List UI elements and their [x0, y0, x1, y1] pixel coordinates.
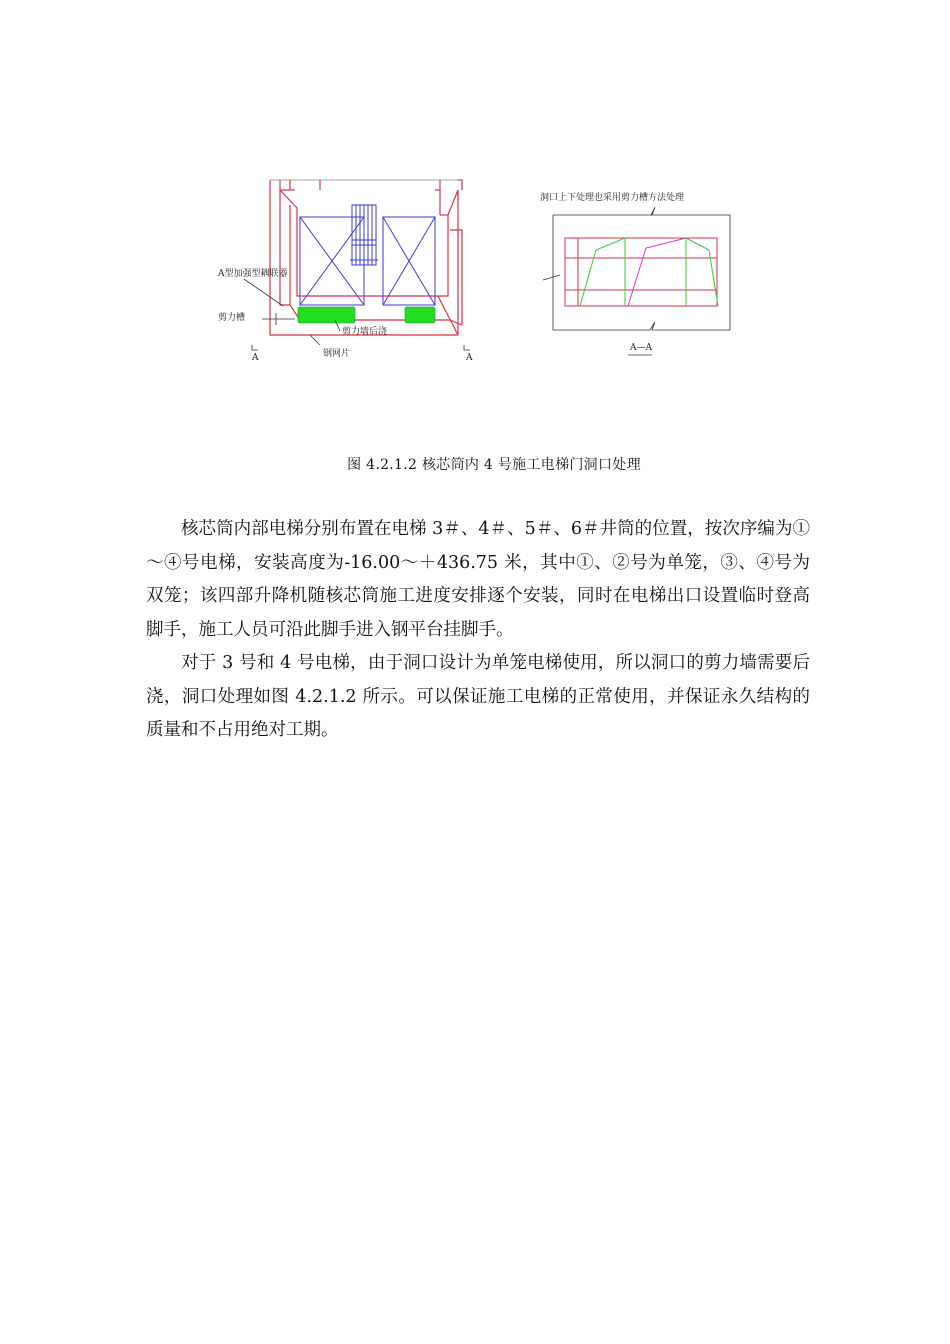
label-shear-wall-post-pour: 剪力墙后浇	[342, 327, 388, 337]
section-mark-right: A	[466, 353, 473, 363]
paragraph-1: 核芯筒内部电梯分别布置在电梯 3＃、4＃、5＃、6＃井筒的位置，按次序编为①～④号电梯，安装高度为-16.00～＋436.75 米，其中①、②号为单笼，③、④号为双笼；该四部升降机随核芯筒施工进度安排逐个安装，同时在电梯出口设置临时登高脚手，施工人员可沿此脚手进入钢平台挂脚手。	[146, 519, 810, 640]
plan-view	[217, 180, 473, 363]
section-title: A—A	[630, 343, 652, 353]
section-mark-left: A	[252, 353, 259, 363]
figure-caption: 图 4.2.1.2 核芯筒内 4 号施工电梯门洞口处理	[347, 457, 641, 473]
section-note: 洞口上下处理也采用剪力槽方法处理	[540, 193, 685, 203]
elevator-opening-figure	[200, 170, 760, 380]
section-view	[540, 191, 730, 355]
body-text	[146, 513, 810, 748]
paragraph-2: 对于 3 号和 4 号电梯，由于洞口设计为单笼电梯使用，所以洞口的剪力墙需要后浇，洞口处理如图 4.2.1.2 所示。可以保证施工电梯的正常使用，并保证永久结构的质量和不占用绝对工期。	[146, 653, 810, 740]
label-steel-mesh: 钢网片	[323, 349, 351, 359]
label-shear-groove: 剪力槽	[218, 313, 246, 323]
label-a-type-coupler: A型加强型耦联器	[218, 269, 288, 279]
figure-drawing	[200, 170, 760, 380]
